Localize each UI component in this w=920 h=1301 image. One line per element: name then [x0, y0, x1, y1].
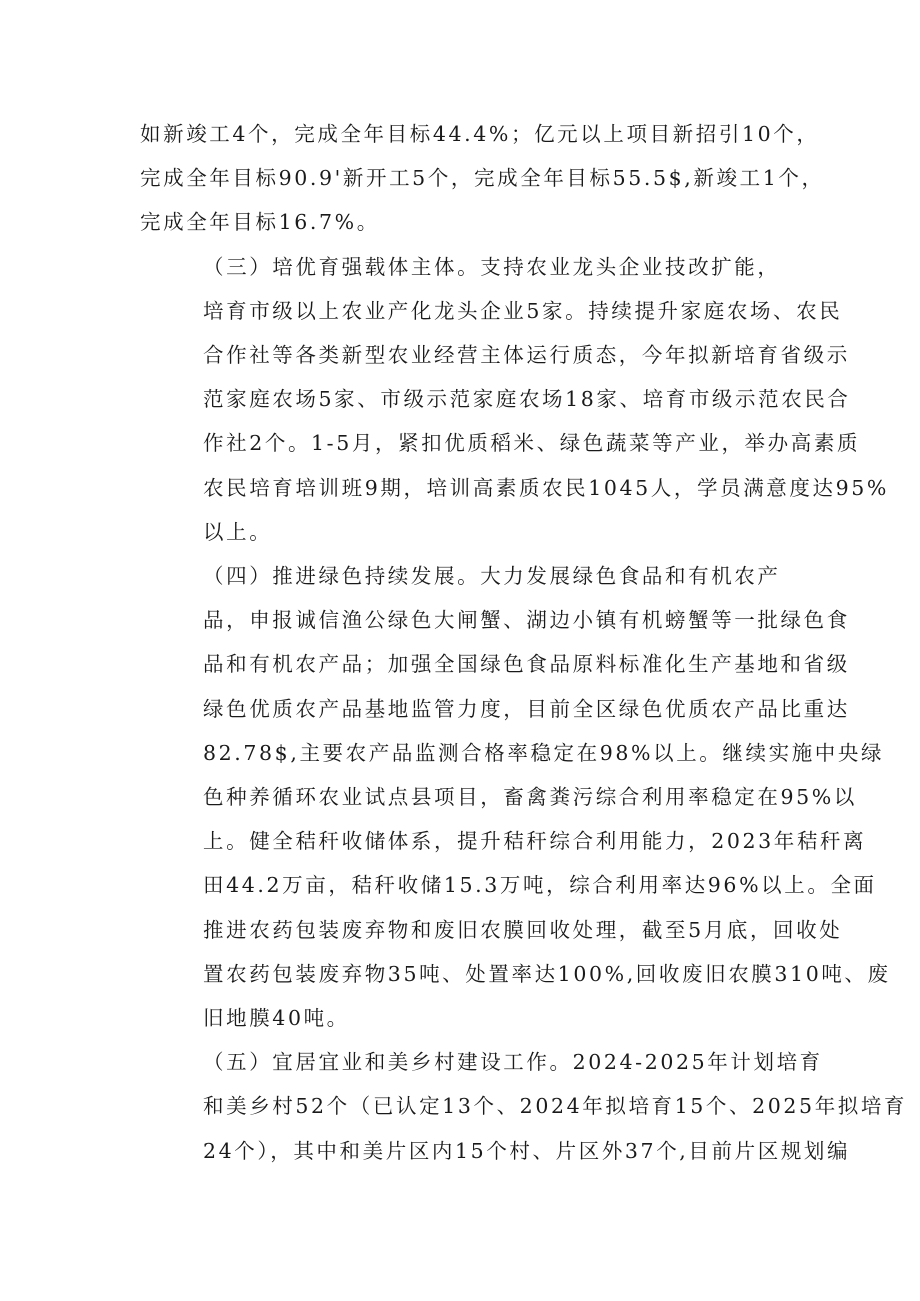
text-line: 合作社等各类新型农业经营主体运行质态，今年拟新培育省级示	[203, 343, 850, 368]
text-line: 田44.2万亩，秸秆收储15.3万吨，综合利用率达96%以上。全面	[203, 873, 877, 898]
text-line: 范家庭农场5家、市级示范家庭农场18家、培育市级示范农民合	[203, 387, 851, 412]
text-line: 旧地膜40吨。	[203, 1006, 350, 1031]
text-line: 作社2个。1-5月，紧扣优质稻米、绿色蔬菜等产业，举办高素质	[203, 431, 861, 456]
text-line: 完成全年目标90.9'新开工5个，完成全年目标55.5$,新竣工1个，	[140, 166, 825, 191]
text-line: 以上。	[203, 519, 273, 544]
text-line: 色种养循环农业试点县项目，畜禽粪污综合利用率稳定在95%以	[203, 785, 857, 810]
text-line: 82.78$,主要农产品监测合格率稳定在98%以上。继续实施中央绿	[203, 740, 885, 765]
paragraph-section-five	[140, 1040, 908, 1173]
text-line: 绿色优质农产品基地监管力度，目前全区绿色优质农产品比重达	[203, 696, 850, 721]
text-line: 24个），其中和美片区内15个村、片区外37个,目前片区规划编	[203, 1138, 851, 1163]
text-line: 如新竣工4个，完成全年目标44.4%；亿元以上项目新招引10个，	[140, 122, 820, 146]
text-line: （五）宜居宜业和美乡村建设工作。2024-2025年计划培育	[203, 1050, 823, 1075]
text-line: 置农药包装废弃物35吨、处置率达100%,回收废旧农膜310吨、废	[203, 961, 891, 986]
text-line: （三）培优育强载体主体。支持农业龙头企业技改扩能，	[203, 254, 781, 279]
text-line: 完成全年目标16.7%。	[140, 210, 380, 235]
text-line: （四）推进绿色持续发展。大力发展绿色食品和有机农产	[203, 564, 781, 589]
text-line: 推进农药包装废弃物和废旧农膜回收处理，截至5月底，回收处	[203, 917, 843, 942]
text-line: 培育市级以上农业产化龙头企业5家。持续提升家庭农场、农民	[203, 298, 843, 323]
paragraph-project-progress	[140, 112, 825, 245]
text-line: 上。健全秸秆收储体系，提升秸秆综合利用能力，2023年秸秆离	[203, 829, 867, 854]
paragraph-section-three	[140, 245, 889, 554]
text-line: 品，申报诚信渔公绿色大闸蟹、湖边小镇有机螃蟹等一批绿色食	[203, 608, 850, 633]
document-body	[140, 112, 908, 1173]
text-line: 农民培育培训班9期，培训高素质农民1045人，学员满意度达95%	[203, 475, 889, 500]
text-line: 品和有机农产品；加强全国绿色食品原料标准化生产基地和省级	[203, 652, 850, 677]
paragraph-section-four	[140, 554, 891, 1040]
text-line: 和美乡村52个（已认定13个、2024年拟培育15个、2025年拟培育	[203, 1094, 908, 1119]
